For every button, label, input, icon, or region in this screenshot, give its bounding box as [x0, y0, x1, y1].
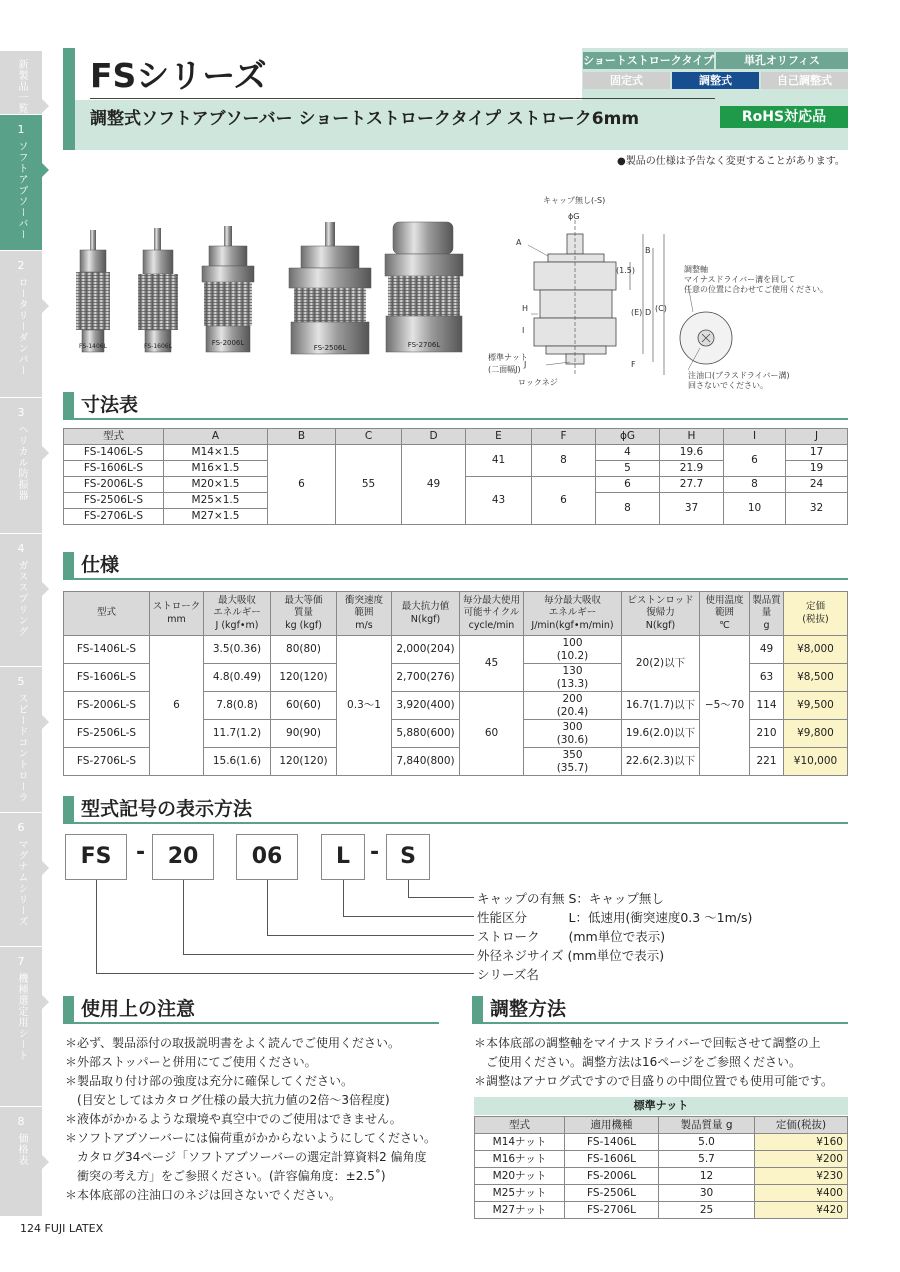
diagram-J: J	[524, 360, 527, 369]
cell-model: FS-2706L-S	[64, 509, 164, 525]
cell-energy: 15.6(1.6)	[204, 748, 271, 776]
sidebar-item-rotary-damper[interactable]	[0, 250, 42, 397]
col-F: F	[532, 429, 596, 445]
col-G: ϕG	[596, 429, 660, 445]
diagram-B: B	[645, 246, 651, 255]
cell-mass: 120(120)	[271, 664, 337, 692]
cell-model: FS-1606L-S	[64, 461, 164, 477]
diagram-phiG: ϕG	[568, 212, 580, 221]
diagram-15: (1.5)	[616, 266, 635, 275]
cell-E: 43	[466, 477, 532, 525]
tag-adjustable: 調整式	[672, 72, 759, 89]
header-line: ストローク	[152, 601, 201, 613]
header-line: エネルギー	[213, 607, 261, 619]
cell-C: 55	[336, 445, 402, 525]
header-line: J (kgf•m)	[215, 619, 259, 631]
header-line: 復帰力	[646, 607, 675, 619]
header-line: 毎分最大吸収	[543, 594, 601, 606]
sidebar-item-gas-spring[interactable]	[0, 533, 42, 666]
section-bar	[63, 996, 74, 1022]
table-header-row	[475, 1117, 848, 1134]
code-dash: -	[370, 840, 380, 865]
cell-temp: −5～70	[700, 636, 750, 776]
header-line: mm	[167, 613, 186, 625]
cell-H: 27.7	[660, 477, 724, 493]
sidebar	[0, 50, 42, 1216]
col-model: 型式	[64, 429, 164, 445]
diagram-I: I	[522, 326, 525, 335]
cell-weight: 114	[750, 692, 784, 720]
energy-min-kgf: (10.2)	[556, 649, 589, 662]
cell-A: M16×1.5	[164, 461, 268, 477]
leader-thread-h	[183, 954, 474, 955]
header-line: m/s	[355, 619, 373, 631]
cell-G: 6	[596, 477, 660, 493]
product-label-fs2706: FS-2706L	[407, 341, 441, 349]
diagram-D: D	[645, 308, 652, 317]
cell-price: ¥8,000	[784, 636, 848, 664]
cell-model: FS-1406L-S	[64, 636, 150, 664]
leader-stroke-h	[267, 935, 474, 936]
tag-single-orifice: 単孔オリフィス	[716, 52, 848, 69]
col-nut-applicable: 適用機種	[565, 1117, 659, 1134]
cell-weight: 49	[750, 636, 784, 664]
cell-mass: 60(60)	[271, 692, 337, 720]
title-divider	[90, 98, 715, 99]
col-price	[784, 592, 848, 636]
cell-return: 20(2)以下	[622, 636, 700, 692]
cell-I: 10	[724, 493, 786, 525]
list-item: ＊必ず、製品添付の取扱説明書をよく読んでご使用ください。	[65, 1036, 401, 1050]
leader-cap-h	[408, 897, 474, 898]
col-speed	[337, 592, 392, 636]
cell-energy: 4.8(0.49)	[204, 664, 271, 692]
product-label-fs1606: FS-1606L	[144, 343, 172, 350]
cell-force: 2,700(276)	[392, 664, 460, 692]
header-line: N(kgf)	[410, 613, 441, 625]
energy-min-value: 350	[562, 749, 583, 762]
cell-energy: 7.8(0.8)	[204, 692, 271, 720]
leader-series-h	[96, 973, 474, 974]
cell-energy: 11.7(1.2)	[204, 720, 271, 748]
section-dimensions	[63, 392, 848, 420]
diagram-E: (E)	[631, 308, 643, 317]
section-spec	[63, 552, 848, 580]
header-line: kg (kgf)	[285, 619, 322, 631]
sidebar-item-price-list[interactable]	[0, 1106, 42, 1216]
col-return	[622, 592, 700, 636]
cell-model: FS-1406L-S	[64, 445, 164, 461]
product-label-fs2006: FS-2006L	[211, 339, 245, 347]
header-line: 最大抗力値	[401, 601, 450, 613]
cell-force: 2,000(204)	[392, 636, 460, 664]
code-explain-performance: 性能区分 L：低速用(衝突速度0.3 ～1m/s)	[477, 910, 753, 925]
section-model-code	[63, 796, 848, 824]
header-line: 可能サイクル	[463, 607, 520, 619]
tag-short-stroke: ショートストロークタイプ	[583, 54, 714, 67]
code-explain-series: シリーズ名	[477, 967, 539, 982]
code-box-performance: L	[321, 834, 365, 880]
table-header-row	[64, 429, 848, 445]
absorber-fs2706	[385, 222, 463, 352]
cell-E: 41	[466, 445, 532, 477]
cell-force: 5,880(600)	[392, 720, 460, 748]
diagram-lock: ロックネジ	[518, 378, 558, 387]
cell-weight: 221	[750, 748, 784, 776]
table-row	[64, 636, 848, 664]
cell-A: M25×1.5	[164, 493, 268, 509]
list-item: ＊製品取り付け部の強度は充分に確保してください。	[65, 1074, 354, 1088]
header-line: エネルギー	[548, 607, 597, 619]
sidebar-item-soft-absorber[interactable]	[0, 114, 42, 250]
energy-min-value: 130	[562, 665, 583, 678]
diagram-nut-2: (二面幅J)	[488, 365, 521, 374]
dimensions-table	[63, 428, 848, 525]
sidebar-item-label: ヘリカル防振器	[16, 424, 27, 501]
section-bar	[472, 996, 483, 1022]
header-line: ℃	[719, 619, 730, 631]
cell-model: FS-2006L-S	[64, 692, 150, 720]
sidebar-item-speed-controller[interactable]	[0, 666, 42, 812]
col-nut-weight: 製品質量 g	[659, 1117, 755, 1134]
header-line: cycle/min	[468, 619, 515, 631]
col-D: D	[402, 429, 466, 445]
header-line: J/min(kgf•m/min)	[531, 619, 614, 631]
sidebar-item-label: ソフトアブソーバー	[16, 141, 27, 240]
cell-nut-model: M27ナット	[475, 1202, 565, 1219]
cell-nut-weight: 5.7	[659, 1151, 755, 1168]
col-temp	[700, 592, 750, 636]
cell-A: M27×1.5	[164, 509, 268, 525]
col-force	[392, 592, 460, 636]
cell-I: 6	[724, 445, 786, 477]
table-row	[475, 1202, 848, 1219]
diagram-A: A	[516, 238, 522, 247]
table-header-row	[64, 592, 848, 636]
diagram-cap-label: キャップ無し(-S)	[543, 196, 606, 205]
diagram-C: (C)	[655, 304, 667, 313]
list-item: (目安としてはカタログ仕様の最大抗力値の2倍～3倍程度)	[65, 1093, 390, 1107]
list-item: ＊本体底部の注油口のネジは回さないでください。	[65, 1188, 342, 1202]
header-line: 定価	[805, 601, 825, 613]
col-A: A	[164, 429, 268, 445]
sidebar-item-number: 7	[17, 955, 25, 968]
code-explain-thread: 外径ネジサイズ (mm単位で表示)	[477, 948, 665, 963]
diagram-F: F	[631, 360, 636, 369]
cell-nut-model: M25ナット	[475, 1185, 565, 1202]
diagram-oil-2: 回さないでください。	[688, 381, 768, 390]
table-row	[64, 445, 848, 461]
cell-price: ¥9,800	[784, 720, 848, 748]
cell-weight: 210	[750, 720, 784, 748]
cell-J: 24	[786, 477, 848, 493]
col-nut-model: 型式	[475, 1117, 565, 1134]
cell-price: ¥9,500	[784, 692, 848, 720]
diagram-adjust-1: 調整軸	[684, 265, 708, 274]
cell-cycle: 45	[460, 636, 524, 692]
sidebar-item-helical[interactable]	[0, 397, 42, 533]
cell-energy: 3.5(0.36)	[204, 636, 271, 664]
list-item: ご使用ください。調整方法は16ページをご参照ください。	[474, 1055, 802, 1069]
cell-energy-min	[524, 748, 622, 776]
tag-self-adjusting: 自己調整式	[761, 72, 848, 89]
section-bar	[63, 796, 74, 822]
list-item: ＊液体がかかるような環境や真空中でのご使用はできません。	[65, 1112, 402, 1126]
code-dash: -	[136, 840, 146, 865]
cell-model: FS-2706L-S	[64, 748, 150, 776]
sidebar-item-number: 3	[17, 406, 25, 419]
section-title: 仕様	[81, 554, 120, 576]
adjust-list	[474, 1034, 854, 1091]
cell-nut-applicable: FS-2506L	[565, 1185, 659, 1202]
header-accent-bar	[63, 48, 75, 150]
sidebar-item-selection-sheet[interactable]	[0, 946, 42, 1106]
cell-nut-applicable: FS-1406L	[565, 1134, 659, 1151]
absorber-fs1406	[76, 230, 110, 352]
dimension-diagram	[488, 190, 848, 395]
absorber-fs1606	[138, 228, 178, 352]
cell-speed: 0.3～1	[337, 636, 392, 776]
diagram-oil-1: 注油口(プラスドライバー溝)	[688, 371, 790, 380]
list-item: ＊調整はアナログ式ですので目盛りの中間位置でも使用可能です。	[474, 1074, 834, 1088]
cell-J: 17	[786, 445, 848, 461]
cell-nut-applicable: FS-1606L	[565, 1151, 659, 1168]
leader-series	[96, 880, 97, 973]
cell-model: FS-2506L-S	[64, 720, 150, 748]
energy-min-kgf: (35.7)	[556, 761, 589, 774]
section-title: 型式記号の表示方法	[81, 798, 253, 820]
code-explain-cap: キャップの有無 S：キャップ無し	[477, 891, 664, 906]
table-row	[475, 1151, 848, 1168]
header-line: N(kgf)	[645, 619, 676, 631]
page-footer: 124 FUJI LATEX	[20, 1222, 104, 1235]
cell-F: 8	[532, 445, 596, 477]
cell-nut-weight: 25	[659, 1202, 755, 1219]
cell-I: 8	[724, 477, 786, 493]
section-bar	[63, 552, 74, 578]
col-stroke	[150, 592, 204, 636]
tag-fixed: 固定式	[583, 72, 670, 89]
sidebar-item-number: 1	[17, 123, 25, 136]
diagram-H: H	[522, 304, 529, 313]
leader-stroke	[267, 880, 268, 935]
header-line: 最大吸収	[217, 594, 256, 606]
cell-nut-applicable: FS-2006L	[565, 1168, 659, 1185]
sidebar-item-label: マグナムシリーズ	[16, 839, 27, 927]
sidebar-item-label: ガススプリング	[16, 560, 27, 637]
cell-price: ¥8,500	[784, 664, 848, 692]
cell-A: M14×1.5	[164, 445, 268, 461]
page-subtitle: 調整式ソフトアブソーバー ショートストロークタイプ ストローク6mm	[90, 109, 640, 129]
section-title: 使用上の注意	[81, 998, 196, 1020]
cell-model: FS-2006L-S	[64, 477, 164, 493]
cell-mass: 120(120)	[271, 748, 337, 776]
cell-cycle: 60	[460, 692, 524, 776]
sidebar-item-new[interactable]	[0, 50, 42, 114]
section-caution	[63, 996, 439, 1024]
cell-nut-price: ¥230	[755, 1168, 848, 1185]
list-item: 衝突の考え方」をご参照ください。(許容偏角度：±2.5˚)	[65, 1169, 386, 1183]
leader-thread	[183, 880, 184, 954]
cell-force: 3,920(400)	[392, 692, 460, 720]
cell-D: 49	[402, 445, 466, 525]
cell-nut-model: M20ナット	[475, 1168, 565, 1185]
cell-mass: 80(80)	[271, 636, 337, 664]
cell-nut-price: ¥160	[755, 1134, 848, 1151]
energy-min-kgf: (30.6)	[556, 733, 589, 746]
cell-energy-min	[524, 636, 622, 664]
product-label-fs1406: FS-1406L	[79, 343, 107, 350]
sidebar-item-number: 2	[17, 259, 25, 272]
cell-J: 32	[786, 493, 848, 525]
product-label-fs2506: FS-2506L	[313, 344, 347, 352]
header-line: 使用温度	[705, 594, 744, 606]
energy-min-value: 100	[562, 637, 583, 650]
cell-nut-weight: 12	[659, 1168, 755, 1185]
cell-nut-model: M14ナット	[475, 1134, 565, 1151]
table-row	[475, 1168, 848, 1185]
energy-min-value: 300	[562, 721, 583, 734]
sidebar-item-label: スピードコントローラ	[16, 693, 27, 803]
list-item: ＊本体底部の調整軸をマイナスドライバーで回転させて調整の上	[474, 1036, 821, 1050]
header-line: (税抜)	[802, 613, 829, 625]
header-line: 質量	[293, 607, 313, 619]
col-H: H	[660, 429, 724, 445]
cell-price: ¥10,000	[784, 748, 848, 776]
cell-stroke: 6	[150, 636, 204, 776]
spec-change-notice: ●製品の仕様は予告なく変更することがあります。	[617, 156, 845, 167]
col-energy-min	[524, 592, 622, 636]
col-energy	[204, 592, 271, 636]
header-line: 最大等価	[284, 594, 323, 606]
leader-perf-h	[343, 916, 474, 917]
cell-F: 6	[532, 477, 596, 525]
code-explain-stroke: ストローク (mm単位で表示)	[477, 929, 666, 944]
sidebar-item-label: 機種選定用シート	[16, 973, 27, 1061]
cell-weight: 63	[750, 664, 784, 692]
col-C: C	[336, 429, 402, 445]
cell-nut-weight: 30	[659, 1185, 755, 1202]
sidebar-item-magnum[interactable]	[0, 812, 42, 946]
caution-list	[65, 1034, 445, 1205]
cell-G: 8	[596, 493, 660, 525]
header-line: 衝突速度	[344, 594, 383, 606]
sidebar-item-number: 5	[17, 675, 25, 688]
code-box-cap: S	[386, 834, 430, 880]
cell-nut-price: ¥400	[755, 1185, 848, 1202]
list-item: ＊ソフトアブソーバーには偏荷重がかからないようにしてください。	[65, 1131, 437, 1145]
list-item: カタログ34ページ「ソフトアブソーバーの選定計算資料2 偏角度	[65, 1150, 427, 1164]
header-line: 範囲	[714, 607, 734, 619]
col-mass	[271, 592, 337, 636]
section-adjust	[472, 996, 848, 1024]
cell-return: 16.7(1.7)以下	[622, 692, 700, 720]
list-item: ＊外部ストッパーと併用にてご使用ください。	[65, 1055, 317, 1069]
section-title: 寸法表	[81, 394, 139, 416]
rohs-badge: RoHS対応品	[720, 106, 848, 128]
section-title: 調整方法	[490, 998, 567, 1020]
cell-H: 37	[660, 493, 724, 525]
sidebar-item-number: 4	[17, 542, 25, 555]
cell-energy-min	[524, 664, 622, 692]
header-line: 毎分最大使用	[462, 594, 520, 606]
cell-force: 7,840(800)	[392, 748, 460, 776]
cell-return: 19.6(2.0)以下	[622, 720, 700, 748]
cell-energy-min	[524, 692, 622, 720]
col-model	[64, 592, 150, 636]
sidebar-item-number: 8	[17, 1115, 25, 1128]
header-line: ピストンロッド	[627, 594, 694, 606]
spec-table	[63, 591, 848, 776]
col-weight	[750, 592, 784, 636]
cell-model: FS-1606L-S	[64, 664, 150, 692]
leader-cap	[408, 880, 409, 897]
cell-nut-price: ¥200	[755, 1151, 848, 1168]
sidebar-item-label: 価格表	[16, 1133, 27, 1166]
page-title: FSシリーズ	[90, 56, 267, 95]
energy-min-value: 200	[562, 693, 583, 706]
leader-perf	[343, 880, 344, 916]
sidebar-item-label: 新製品一覧	[16, 59, 27, 114]
cell-G: 5	[596, 461, 660, 477]
section-bar	[63, 392, 74, 418]
sidebar-item-number: 6	[17, 821, 25, 834]
col-E: E	[466, 429, 532, 445]
diagram-nut-1: 標準ナット	[488, 353, 528, 362]
cell-H: 21.9	[660, 461, 724, 477]
code-box-thread: 20	[152, 834, 214, 880]
code-box-stroke: 06	[236, 834, 298, 880]
product-photo	[63, 208, 488, 378]
absorber-fs2006	[202, 226, 254, 352]
diagram-adjust-2: マイナスドライバー溝を回して	[684, 275, 796, 284]
header-line: 製品質量	[752, 594, 781, 619]
cell-energy-min	[524, 720, 622, 748]
sidebar-item-label: ロータリーダンパー	[16, 277, 27, 376]
energy-min-kgf: (20.4)	[556, 705, 589, 718]
header-line: 範囲	[354, 607, 374, 619]
cell-B: 6	[268, 445, 336, 525]
absorber-fs2506	[289, 222, 371, 354]
standard-nut-title: 標準ナット	[474, 1097, 848, 1115]
diagram-adjust-3: 任意の位置に合わせてご使用ください。	[684, 285, 828, 294]
cell-nut-weight: 5.0	[659, 1134, 755, 1151]
cell-nut-price: ¥420	[755, 1202, 848, 1219]
cell-return: 22.6(2.3)以下	[622, 748, 700, 776]
code-box-series: FS	[65, 834, 127, 880]
cell-G: 4	[596, 445, 660, 461]
cell-nut-model: M16ナット	[475, 1151, 565, 1168]
energy-min-kgf: (13.3)	[556, 677, 589, 690]
cell-mass: 90(90)	[271, 720, 337, 748]
col-nut-price: 定価(税抜)	[755, 1117, 848, 1134]
cell-nut-applicable: FS-2706L	[565, 1202, 659, 1219]
header-line: g	[763, 619, 770, 631]
cell-H: 19.6	[660, 445, 724, 461]
header-line: 型式	[96, 607, 116, 619]
standard-nut-table	[474, 1116, 848, 1219]
col-B: B	[268, 429, 336, 445]
col-cycle	[460, 592, 524, 636]
table-row	[475, 1185, 848, 1202]
table-row	[475, 1134, 848, 1151]
cell-J: 19	[786, 461, 848, 477]
col-J: J	[786, 429, 848, 445]
cell-model: FS-2506L-S	[64, 493, 164, 509]
cell-A: M20×1.5	[164, 477, 268, 493]
col-I: I	[724, 429, 786, 445]
